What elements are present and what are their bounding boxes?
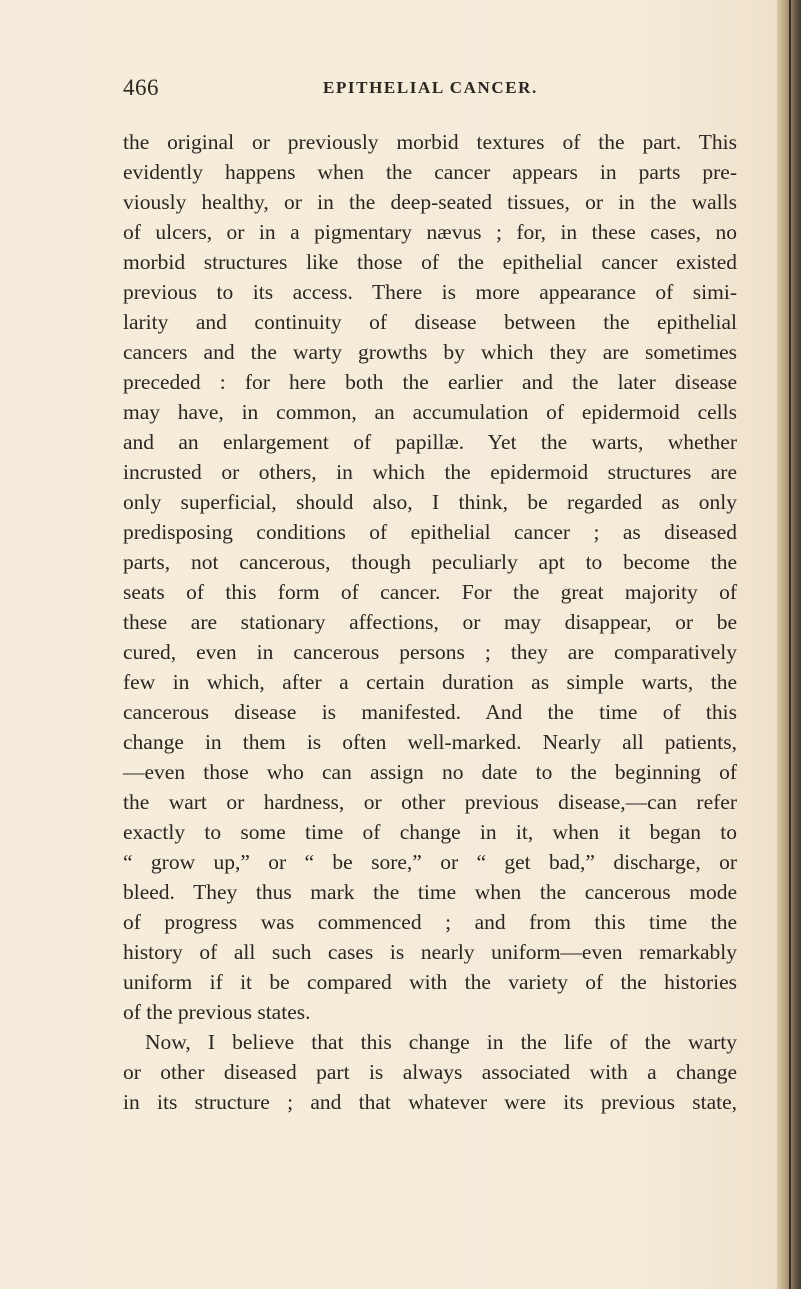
text-line: morbid structures like those of the epithelial cancer existed: [123, 250, 737, 274]
text-line: bleed. They thus mark the time when the cancerous mode: [123, 880, 737, 904]
text-line: change in them is often well-marked. Nearly all patients,: [123, 730, 737, 754]
text-line: history of all such cases is nearly uniform—even remarkably: [123, 940, 737, 964]
text-line: larity and continuity of disease between the epithelial: [123, 310, 737, 334]
text-line: uniform if it be compared with the variety of the histories: [123, 970, 737, 994]
text-line: exactly to some time of change in it, when it began to: [123, 820, 737, 844]
text-line: —even those who can assign no date to the beginning of: [123, 760, 737, 784]
body-text: [123, 127, 737, 1117]
text-line: “ grow up,” or “ be sore,” or “ get bad,” discharge, or: [123, 850, 737, 874]
text-line: cancerous disease is manifested. And the time of this: [123, 700, 737, 724]
text-line: of progress was commenced ; and from this time the: [123, 910, 737, 934]
text-line: incrusted or others, in which the epidermoid structures are: [123, 460, 737, 484]
text-line: parts, not cancerous, though peculiarly apt to become the: [123, 550, 737, 574]
text-line: only superficial, should also, I think, be regarded as only: [123, 490, 737, 514]
text-line: the wart or hardness, or other previous disease,—can refer: [123, 790, 737, 814]
text-line: Now, I believe that this change in the life of the warty: [145, 1030, 737, 1054]
page-edge-line: [789, 0, 791, 1289]
text-line: may have, in common, an accumulation of epidermoid cells: [123, 400, 737, 424]
running-head: EPITHELIAL CANCER.: [323, 78, 538, 97]
page-number: 466: [123, 75, 159, 100]
text-line: of the previous states.: [123, 1000, 311, 1024]
page-header: [123, 75, 738, 105]
text-line: in its structure ; and that whatever were its previous state,: [123, 1090, 737, 1114]
text-line: preceded : for here both the earlier and the later disease: [123, 370, 737, 394]
text-line: these are stationary affections, or may disappear, or be: [123, 610, 737, 634]
text-line: of ulcers, or in a pigmentary nævus ; for, in these cases, no: [123, 220, 737, 244]
text-line: or other diseased part is always associated with a change: [123, 1060, 737, 1084]
text-line: seats of this form of cancer. For the great majority of: [123, 580, 737, 604]
text-line: few in which, after a certain duration as simple warts, the: [123, 670, 737, 694]
text-line: predisposing conditions of epithelial cancer ; as diseased: [123, 520, 737, 544]
text-line: the original or previously morbid textures of the part. This: [123, 130, 737, 154]
text-line: viously healthy, or in the deep-seated tissues, or in the walls: [123, 190, 737, 214]
text-line: cancers and the warty growths by which they are sometimes: [123, 340, 737, 364]
text-line: previous to its access. There is more appearance of simi-: [123, 280, 737, 304]
text-line: cured, even in cancerous persons ; they are comparatively: [123, 640, 737, 664]
text-line: evidently happens when the cancer appears in parts pre-: [123, 160, 737, 184]
text-line: and an enlargement of papillæ. Yet the warts, whether: [123, 430, 737, 454]
